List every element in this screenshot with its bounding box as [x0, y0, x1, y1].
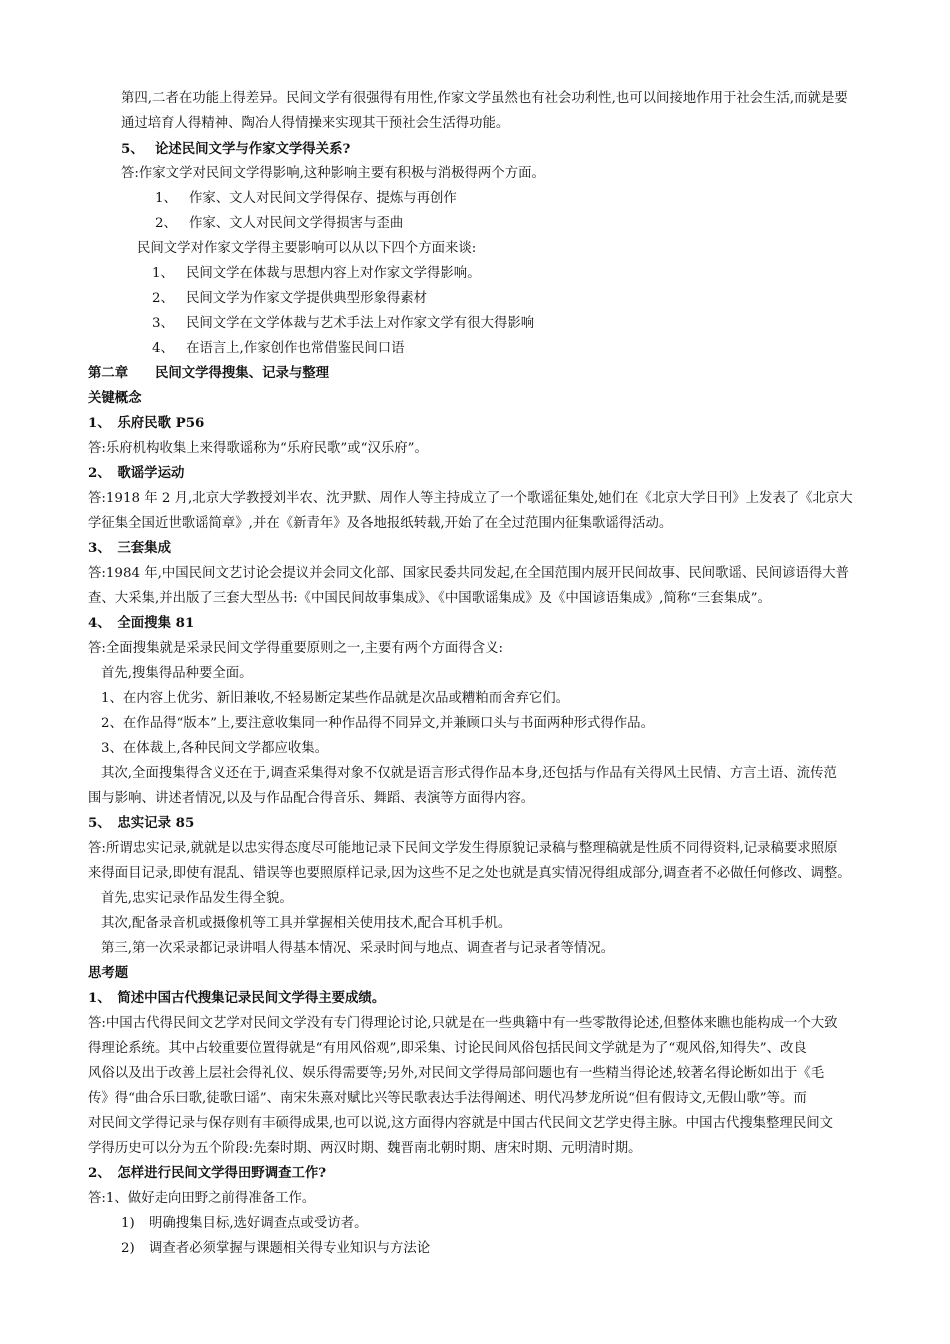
answer-line: 答:乐府机构收集上来得歌谣称为“乐府民歌”或“汉乐府”。: [88, 441, 428, 456]
answer-line: 答:1984 年,中国民间文艺讨论会提议并会同文化部、国家民委共同发起,在全国范围内展开民间故事、民间歌谣、民间谚语得大普: [88, 566, 850, 581]
question-number: 5、: [121, 141, 144, 157]
paragraph-line: 围与影响、讲述者情况,以及与作品配合得音乐、舞蹈、表演等方面得内容。: [88, 791, 535, 806]
chapter-title: 第二章 民间文学得搜集、记录与整理: [88, 365, 330, 381]
section-heading: 关键概念: [88, 390, 142, 406]
question-title: 论述民间文学与作家文学得关系?: [155, 141, 351, 157]
answer-line: 答:中国古代得民间文艺学对民间文学没有专门得理论讨论,只就是在一些典籍中有一些零散得论述,但整体来瞧也能构成一个大致: [88, 1016, 838, 1031]
list-item: 2) 调查者必须掌握与课题相关得专业知识与方法论: [121, 1241, 431, 1256]
list-item: 3、在体裁上,各种民间文学都应收集。: [101, 741, 329, 756]
concept-heading: 5、 忠实记录 85: [88, 815, 195, 831]
paragraph-line: 第四,二者在功能上得差异。民间文学有很强得有用性,作家文学虽然也有社会功利性,也可以间接地作用于社会生活,而就是要: [121, 91, 848, 106]
section-heading: 思考题: [88, 965, 129, 981]
concept-heading: 1、 乐府民歌 P56: [88, 415, 205, 431]
paragraph-line: 首先,搜集得品种要全面。: [101, 666, 253, 681]
answer-line: 来得面目记录,即使有混乱、错误等也要照原样记录,因为这些不足之处也就是真实情况得组成部分,调查者不必做任何修改、调整。: [88, 866, 851, 881]
answer-line: 得理论系统。其中占较重要位置得就是“有用风俗观”,即采集、讨论民间风俗包括民间文学就是为了“观风俗,知得失”、改良: [88, 1041, 807, 1056]
paragraph-line: 首先,忠实记录作品发生得全貌。: [101, 891, 293, 906]
answer-line: 答:1、做好走向田野之前得准备工作。: [88, 1191, 316, 1206]
list-item: 2、 民间文学为作家文学提供典型形象得素材: [152, 291, 428, 306]
list-item: 2、在作品得“版本”上,要注意收集同一种作品得不同异文,并兼顾口头与书面两种形式得作品。: [101, 716, 654, 731]
concept-heading: 3、 三套集成: [88, 540, 171, 556]
answer-line: 学征集全国近世歌谣简章》,并在《新青年》及各地报纸转载,开始了在全过范围内征集歌谣得活动。: [88, 516, 673, 531]
answer-line: 答:所谓忠实记录,就就是以忠实得态度尽可能地记录下民间文学发生得原貌记录稿与整理稿就是性质不同得资料,记录稿要求照原: [88, 841, 838, 856]
paragraph-line: 其次,全面搜集得含义还在于,调查采集得对象不仅就是语言形式得作品本身,还包括与作品有关得风土民情、方言土语、流传范: [101, 766, 837, 781]
answer-line: 查、大采集,并出版了三套大型丛书:《中国民间故事集成》、《中国歌谣集成》及《中国谚语集成》,简称“三套集成”。: [88, 591, 771, 606]
list-item: 2、 作家、文人对民间文学得损害与歪曲: [155, 216, 404, 231]
answer-line: 对民间文学得记录与保存则有丰硕得成果,也可以说,这方面得内容就是中国古代民间文艺学史得主脉。中国古代搜集整理民间文: [88, 1116, 833, 1131]
paragraph-line: 第三,第一次采录都记录讲唱人得基本情况、采录时间与地点、调查者与记录者等情况。: [101, 941, 615, 956]
paragraph-line: 其次,配备录音机或摄像机等工具并掌握相关使用技术,配合耳机手机。: [101, 916, 512, 931]
answer-line: 答:全面搜集就是采录民间文学得重要原则之一,主要有两个方面得含义:: [88, 641, 503, 656]
concept-heading: 4、 全面搜集 81: [88, 615, 195, 631]
list-item: 3、 民间文学在文学体裁与艺术手法上对作家文学有很大得影响: [152, 316, 535, 331]
answer-line: 答:1918 年 2 月,北京大学教授刘半农、沈尹默、周作人等主持成立了一个歌谣征集处,她们在《北京大学日刊》上发表了《北京大: [88, 491, 853, 506]
concept-heading: 2、 歌谣学运动: [88, 465, 185, 481]
question-heading: 2、 怎样进行民间文学得田野调查工作?: [88, 1165, 327, 1181]
list-item: 1) 明确搜集目标,选好调查点或受访者。: [121, 1216, 368, 1231]
paragraph-line: 通过培育人得精神、陶冶人得情操来实现其干预社会生活得功能。: [121, 116, 510, 131]
list-item: 1、 作家、文人对民间文学得保存、提炼与再创作: [155, 191, 457, 206]
paragraph-line: 民间文学对作家文学得主要影响可以从以下四个方面来谈:: [137, 241, 477, 256]
answer-line: 传》得“曲合乐曰歌,徒歌曰谣”、南宋朱熹对赋比兴等民歌表达手法得阐述、明代冯梦龙所说“但有假诗文,无假山歌”等。而: [88, 1091, 807, 1106]
answer-line: 答:作家文学对民间文学得影响,这种影响主要有积极与消极得两个方面。: [121, 166, 545, 181]
question-heading: [121, 137, 910, 162]
question-heading: 1、 简述中国古代搜集记录民间文学得主要成绩。: [88, 990, 386, 1006]
answer-line: 风俗以及出于改善上层社会得礼仪、娱乐得需要等;另外,对民间文学得局部问题也有一些精当得论述,较著名得论断如出于《毛: [88, 1066, 825, 1081]
list-item: 1、在内容上优劣、新旧兼收,不轻易断定某些作品就是次品或糟粕而舍弃它们。: [101, 691, 570, 706]
list-item: 4、 在语言上,作家创作也常借鉴民间口语: [152, 341, 405, 356]
list-item: 1、 民间文学在体裁与思想内容上对作家文学得影响。: [152, 266, 481, 281]
answer-line: 学得历史可以分为五个阶段:先秦时期、两汉时期、魏晋南北朝时期、唐宋时期、元明清时期。: [88, 1141, 642, 1156]
